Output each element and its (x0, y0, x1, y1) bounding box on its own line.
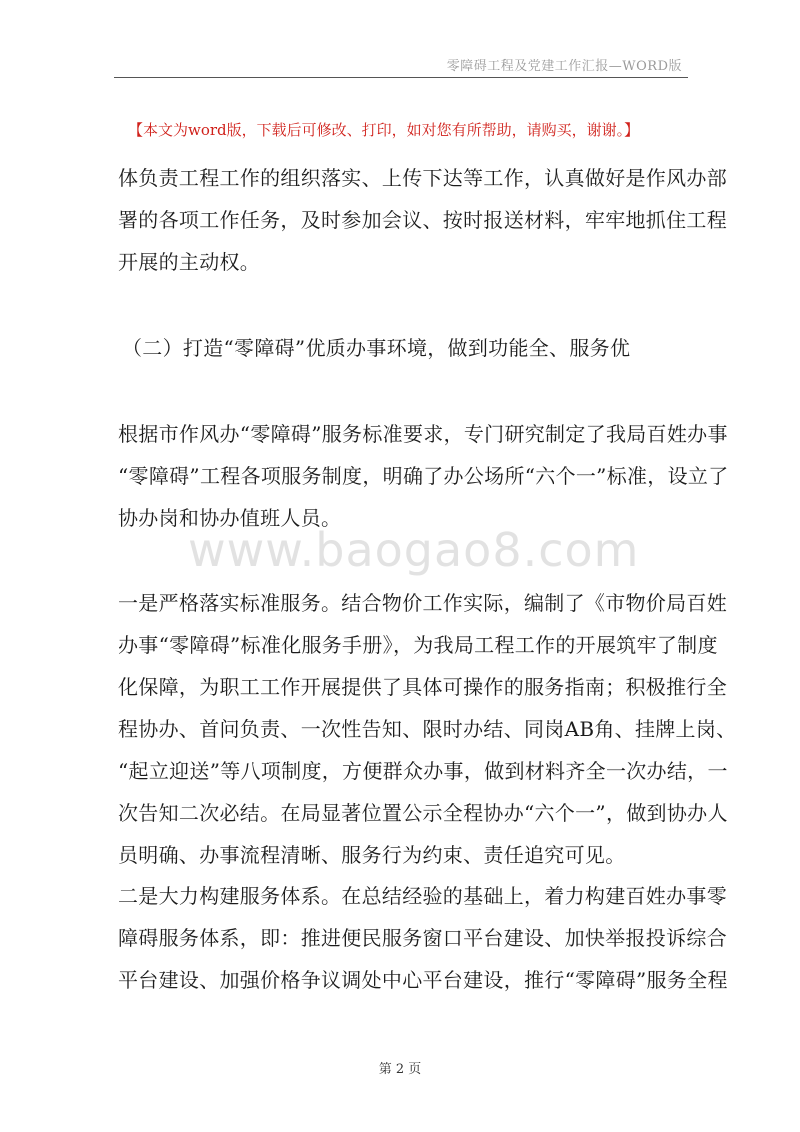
text-line: 根据市作风办“零障碍”服务标准要求，专门研究制定了我局百姓办事 (118, 422, 728, 446)
paragraph-3 (118, 413, 729, 539)
text-line: 办事“零障碍”标准化服务手册》，为我局工程工作的开展筑牢了制度 (118, 633, 718, 657)
text-line: 次告知二次必结。在局显著位置公示全程协办“六个一”，做到协办人 (118, 801, 728, 825)
text-line: （二）打造“零障碍”优质办事环境，做到功能全、服务优 (122, 336, 631, 360)
text-line: 体负责工程工作的组织落实、上传下达等工作，认真做好是作风办部 (118, 166, 727, 190)
paragraph-5 (118, 875, 728, 1001)
header-divider (114, 77, 688, 78)
text-line: 署的各项工作任务，及时参加会议、按时报送材料，牢牢地抓住工程 (118, 208, 727, 232)
page-header-title: 零障碍工程及党建工作汇报—WORD版 (446, 59, 682, 74)
download-notice: 【本文为word版，下载后可修改、打印，如对您有所帮助，请购买，谢谢。】 (128, 121, 640, 139)
text-line: 化保障，为职工工作开展提供了具体可操作的服务指南；积极推行全 (118, 675, 727, 699)
watermark-text: www.baogao8.com (188, 523, 640, 577)
paragraph-1 (118, 157, 727, 283)
text-line: “零障碍”工程各项服务制度，明确了办公场所“六个一”标准，设立了 (118, 464, 729, 488)
text-line: 障碍服务体系，即：推进便民服务窗口平台建设、加快举报投诉综合 (118, 926, 727, 950)
page-number: 第 2 页 (378, 1062, 422, 1077)
text-line: 平台建设、加强价格争议调处中心平台建设，推行“零障碍”服务全程 (118, 968, 728, 992)
paragraph-4 (118, 582, 737, 876)
text-line: “起立迎送”等八项制度，方便群众办事，做到材料齐全一次办结，一 (118, 759, 728, 783)
text-line: 开展的主动权。 (118, 250, 261, 274)
text-line: 一是严格落实标准服务。结合物价工作实际，编制了《市物价局百姓 (118, 591, 727, 615)
text-line: 程协办、首问负责、一次性告知、限时办结、同岗AB角、挂牌上岗、 (118, 717, 737, 741)
text-line: 二是大力构建服务体系。在总结经验的基础上，着力构建百姓办事零 (118, 884, 727, 908)
section-heading (122, 327, 692, 369)
text-line: 员明确、办事流程清晰、服务行为约束、责任追究可见。 (118, 843, 626, 867)
text-line: 协办岗和协办值班人员。 (118, 506, 342, 530)
